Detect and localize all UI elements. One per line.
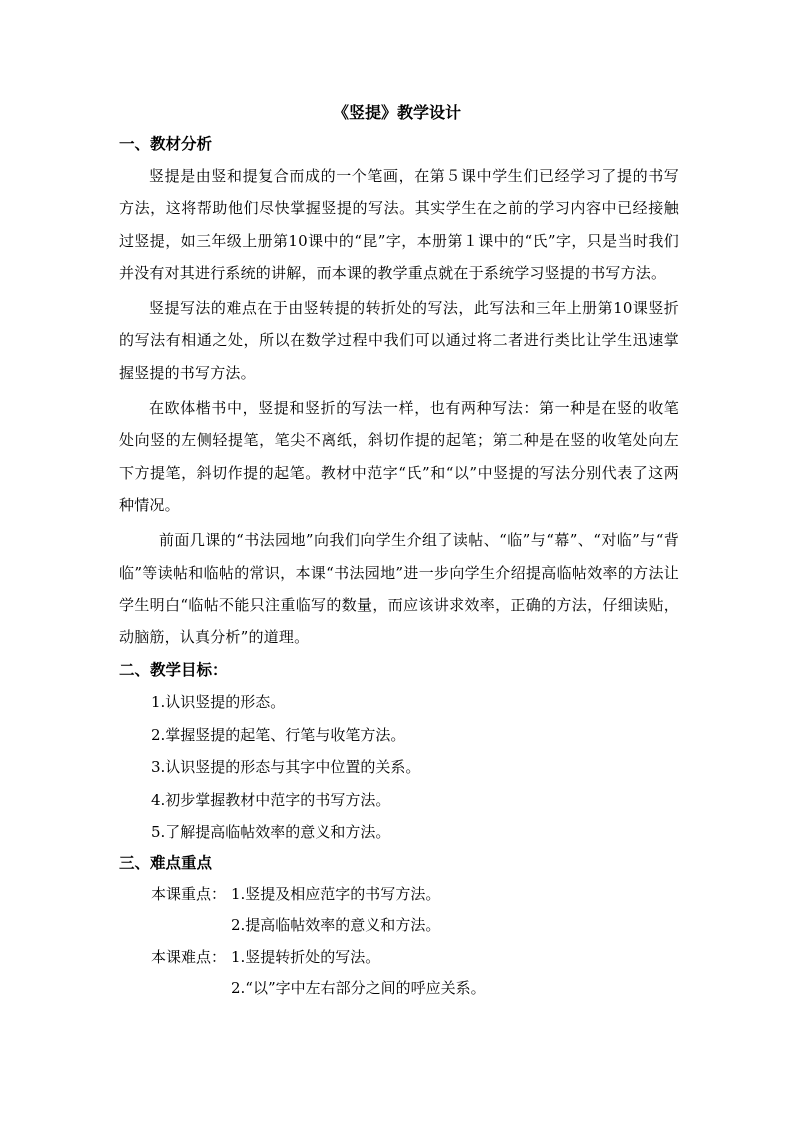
paragraph-2: 竖提写法的难点在于由竖转提的转折处的写法，此写法和三年上册第10课竖折的写法有相通之处，所以在数学过程中我们可以通过将二者进行类比让学生迅速掌握竖提的书写方法。 [119, 299, 679, 382]
list-item: 1.认识竖提的形态。 [151, 693, 286, 712]
list-item: 3.认识竖提的形态与其字中位置的关系。 [151, 758, 421, 777]
focus-row-1 [119, 879, 679, 911]
difficulty-item: 1.竖提转折处的写法。 [231, 947, 381, 966]
focus-label: 本课重点： [151, 884, 227, 903]
difficulty-item: 2.“以”字中左右部分之间的呼应关系。 [231, 979, 486, 998]
document-body [119, 130, 679, 1005]
difficulty-label: 本课难点： [151, 947, 227, 966]
section-heading-key-points: 三、难点重点 [119, 852, 213, 872]
paragraph-4: 前面几课的“书法园地”向我们向学生介组了读帖、“临”与“幕”、“对临”与“背临”等读帖和临帖的常识，本课“书法园地”进一步向学生介绍提高临帖效率的方法让学生明白“临帖不能只注重临写的数量，而应该讲求效率，正确的方法，仔细读贴，动脑筋，认真分析”的道理。 [119, 531, 679, 647]
section-heading-objectives: 二、教学目标： [119, 660, 228, 680]
list-item: 2.掌握竖提的起笔、行笔与收笔方法。 [151, 725, 406, 744]
focus-item: 2.提高临帖效率的意义和方法。 [231, 916, 441, 935]
paragraph-3: 在欧体楷书中，竖提和竖折的写法一样，也有两种写法：第一种是在竖的收笔处向竖的左侧轻提笔，笔尖不离纸，斜切作提的起笔；第二种是在竖的收笔处向左下方提笔，斜切作提的起笔。教材中范字“氏”和“以”中竖提的写法分别代表了这两种情况。 [119, 399, 679, 514]
objectives-list [119, 686, 679, 849]
list-item: 4.初步掌握教材中范字的书写方法。 [151, 790, 391, 809]
list-item: 5.了解提高临帖效率的意义和方法。 [151, 823, 391, 842]
section-heading-analysis: 一、教材分析 [119, 134, 213, 153]
paragraph-1: 竖提是由竖和提复合而成的一个笔画，在第５课中学生们已经学习了提的书写方法，这将帮助他们尽快掌握竖提的写法。其实学生在之前的学习内容中已经接触过竖提，如三年级上册第10课中的“昆”字，本册第１课中的“氏”字，只是当时我们并没有对其进行系统的讲解，而本课的教学重点就在于系统学习竖提的书写方法。 [119, 167, 679, 282]
focus-item: 1.竖提及相应范字的书写方法。 [231, 884, 441, 903]
focus-row-2 [119, 910, 679, 942]
document-title: 《竖提》教学设计 [332, 103, 461, 122]
difficulty-row-1 [119, 942, 679, 974]
difficulty-row-2 [119, 973, 679, 1005]
